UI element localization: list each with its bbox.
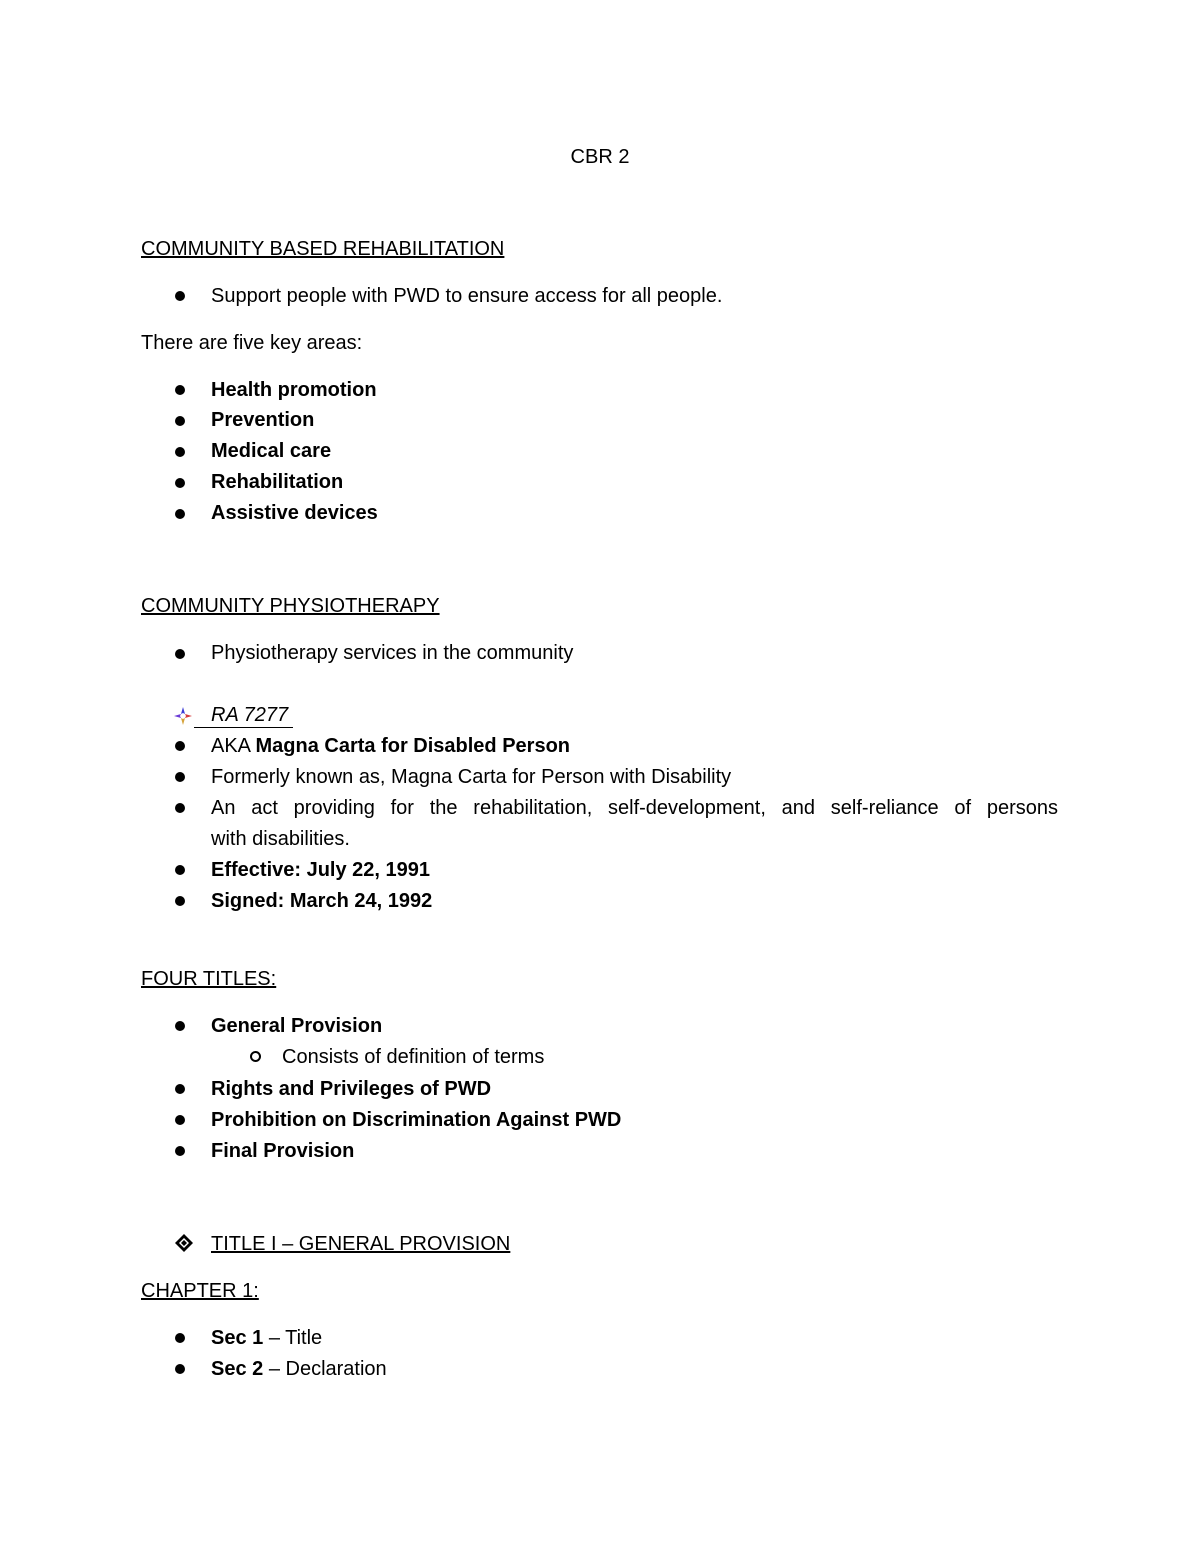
- list-item-sec-2: [211, 1357, 387, 1381]
- bullet-icon: [175, 1146, 185, 1156]
- paragraph-intro: There are five key areas:: [141, 332, 363, 354]
- bullet-icon: [175, 865, 185, 875]
- list-item: General Provision: [211, 1015, 383, 1037]
- list-item: Final Provision: [211, 1140, 355, 1162]
- list-item: Formerly known as, Magna Carta for Person with Disability: [211, 766, 732, 788]
- list-item: Medical care: [211, 440, 332, 462]
- sec-1-text: – Title: [263, 1327, 323, 1349]
- bullet-icon: [175, 896, 185, 906]
- list-item: Assistive devices: [211, 502, 378, 524]
- bullet-icon: [175, 447, 185, 457]
- heading-ra-7277: RA 7277: [211, 704, 289, 726]
- bullet-icon: [175, 291, 185, 301]
- list-item: Prohibition on Discrimination Against PWD: [211, 1109, 622, 1131]
- list-item: Effective: July 22, 1991: [211, 859, 431, 881]
- heading-four-titles: FOUR TITLES:: [141, 968, 277, 990]
- list-item: Signed: March 24, 1992: [211, 890, 433, 912]
- bullet-icon: [175, 1364, 185, 1374]
- heading-community-physiotherapy: COMMUNITY PHYSIOTHERAPY: [141, 595, 440, 617]
- bullet-icon: [175, 1084, 185, 1094]
- bullet-icon: [175, 803, 185, 813]
- four-arrow-star-icon: [172, 705, 194, 727]
- sec-2-text: – Declaration: [263, 1358, 387, 1380]
- bullet-icon: [175, 1333, 185, 1343]
- sec-2-label: Sec 2: [211, 1358, 264, 1380]
- aka-prefix: AKA: [211, 735, 256, 757]
- heading-chapter-1: CHAPTER 1:: [141, 1280, 259, 1302]
- bullet-icon: [175, 741, 185, 751]
- sec-1-label: Sec 1: [211, 1327, 264, 1349]
- aka-name: Magna Carta for Disabled Person: [255, 735, 571, 757]
- list-item-sec-1: [211, 1326, 322, 1350]
- list-item: Prevention: [211, 409, 315, 431]
- diamond-bullet-icon: [172, 1231, 196, 1255]
- bullet-icon: [175, 1115, 185, 1125]
- list-item: Rights and Privileges of PWD: [211, 1078, 492, 1100]
- hollow-bullet-icon: [250, 1051, 261, 1062]
- list-item-act-line1: An act providing for the rehabilitation, self-development, and self-reliance of persons: [211, 797, 1058, 819]
- sub-list-item: Consists of definition of terms: [282, 1046, 545, 1068]
- list-item: Rehabilitation: [211, 471, 344, 493]
- bullet-icon: [175, 385, 185, 395]
- list-item: Physiotherapy services in the community: [211, 642, 574, 664]
- list-item-aka: [211, 734, 570, 758]
- bullet-icon: [175, 772, 185, 782]
- bullet-icon: [175, 416, 185, 426]
- bullet-icon: [175, 478, 185, 488]
- list-item: Support people with PWD to ensure access for all people.: [211, 285, 723, 307]
- list-item-act-line2: with disabilities.: [211, 828, 350, 850]
- heading-community-based-rehabilitation: COMMUNITY BASED REHABILITATION: [141, 238, 505, 260]
- bullet-icon: [175, 509, 185, 519]
- document-title: CBR 2: [570, 146, 630, 168]
- list-item: Health promotion: [211, 379, 377, 401]
- bullet-icon: [175, 649, 185, 659]
- heading-title-i: TITLE I – GENERAL PROVISION: [211, 1233, 511, 1255]
- bullet-icon: [175, 1021, 185, 1031]
